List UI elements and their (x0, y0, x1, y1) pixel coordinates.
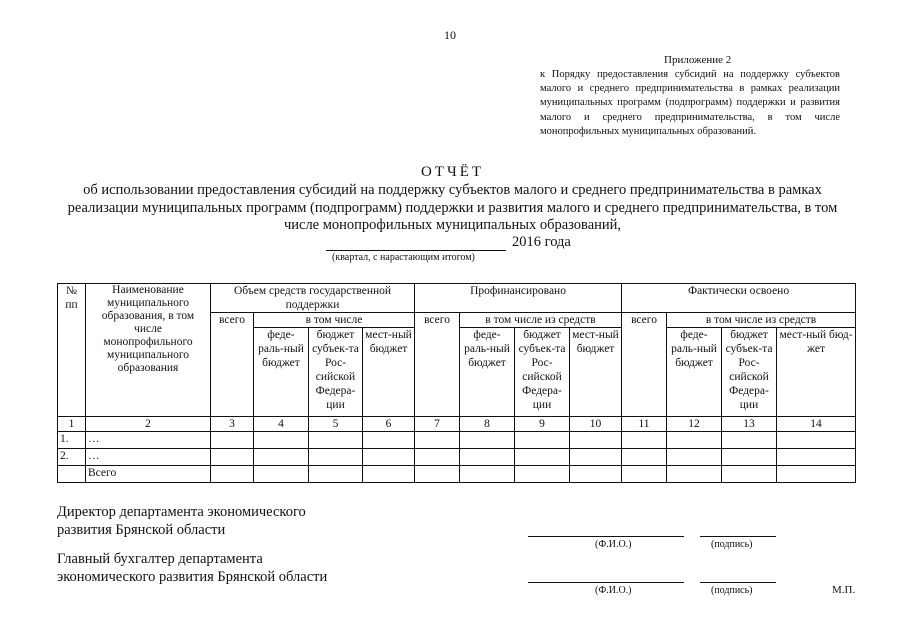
total-row-number (58, 466, 86, 483)
period-note: (квартал, с нарастающим итогом) (332, 252, 475, 263)
column-number: 11 (622, 417, 667, 432)
table-cell[interactable] (460, 449, 515, 466)
table-cell[interactable] (622, 432, 667, 449)
header-mastered: Фактически освоено (622, 284, 856, 313)
table-cell[interactable] (722, 466, 777, 483)
row-number: 1. (58, 432, 86, 449)
table-cell[interactable] (570, 432, 622, 449)
column-number: 12 (667, 417, 722, 432)
table-cell[interactable] (460, 466, 515, 483)
column-number: 7 (415, 417, 460, 432)
column-number: 2 (86, 417, 211, 432)
report-title: ОТЧЁТ (420, 164, 485, 180)
header-local: мест-ный бюд-жет (777, 328, 856, 417)
table-cell[interactable] (309, 449, 363, 466)
column-number: 6 (363, 417, 415, 432)
table-cell[interactable] (363, 449, 415, 466)
table-cell[interactable] (777, 449, 856, 466)
table-cell[interactable] (667, 466, 722, 483)
director-position: Директор департамента экономического развития Брянской области (57, 504, 306, 538)
column-number: 9 (515, 417, 570, 432)
table-cell[interactable] (515, 432, 570, 449)
director-fio-caption: (Ф.И.О.) (595, 539, 632, 550)
table-cell[interactable] (622, 466, 667, 483)
stamp-place: М.П. (832, 584, 856, 596)
table-cell[interactable] (254, 449, 309, 466)
header-regional: бюджет субъек-та Рос-сийской Федера-ции (722, 328, 777, 417)
header-local: мест-ный бюджет (570, 328, 622, 417)
table-cell[interactable] (254, 466, 309, 483)
table-cell[interactable] (309, 432, 363, 449)
column-number: 13 (722, 417, 777, 432)
table-cell[interactable] (254, 432, 309, 449)
period-line (326, 234, 571, 251)
table-cell[interactable] (363, 466, 415, 483)
table-cell[interactable] (777, 466, 856, 483)
table-cell[interactable] (515, 449, 570, 466)
header-name: Наименование муниципального образования, в том числе монопрофильного муниципального образования (86, 284, 211, 417)
table-cell[interactable] (622, 449, 667, 466)
appendix-title: Приложение 2 (664, 54, 732, 66)
column-number: 14 (777, 417, 856, 432)
column-number: 10 (570, 417, 622, 432)
column-number: 1 (58, 417, 86, 432)
table-cell[interactable] (777, 432, 856, 449)
table-cell[interactable] (211, 449, 254, 466)
table-cell[interactable] (309, 466, 363, 483)
header-total: всего (415, 313, 460, 417)
header-financed: Профинансировано (415, 284, 622, 313)
table-cell[interactable] (667, 449, 722, 466)
accountant-signature-line[interactable] (700, 582, 776, 583)
director-fio-line[interactable] (528, 536, 684, 537)
accountant-fio-line[interactable] (528, 582, 684, 583)
table-cell[interactable] (722, 432, 777, 449)
table-cell[interactable] (415, 432, 460, 449)
column-number: 3 (211, 417, 254, 432)
accountant-fio-caption: (Ф.И.О.) (595, 585, 632, 596)
table-cell[interactable] (415, 449, 460, 466)
director-signature-line[interactable] (700, 536, 776, 537)
total-row (58, 466, 856, 483)
header-regional: бюджет субъек-та Рос-сийской Федера-ции (515, 328, 570, 417)
appendix-text: к Порядку предоставления субсидий на поддержку субъектов малого и среднего предпринимательства в рамках реализации муниципальных программ (подпрограмм) поддержки и развития малого и среднего предпринимательства, в том числе монопрофильных муниципальных образований. (540, 69, 840, 137)
header-no: № пп (58, 284, 86, 417)
header-regional: бюджет субъек-та Рос-сийской Федера-ции (309, 328, 363, 417)
header-total: всего (211, 313, 254, 417)
accountant-position: Главный бухгалтер департамента экономического развития Брянской области (57, 551, 328, 585)
period-blank (326, 235, 506, 251)
page-number: 10 (444, 28, 456, 42)
table-cell[interactable] (515, 466, 570, 483)
header-federal: феде-раль-ный бюджет (667, 328, 722, 417)
header-total: всего (622, 313, 667, 417)
header-federal: феде-раль-ный бюджет (254, 328, 309, 417)
director-sign-caption: (подпись) (711, 539, 753, 550)
row-name: … (86, 432, 211, 449)
report-subtitle: об использовании предоставления субсидий на поддержку субъектов малого и среднего предпринимательства в рамках реализации муниципальных программ (подпрограмм) поддержки и развития малого и среднего предпринимательства, в том числе монопрофильных муниципальных образований, (67, 182, 838, 233)
table-row (58, 432, 856, 449)
column-number: 8 (460, 417, 515, 432)
table-cell[interactable] (363, 432, 415, 449)
table-cell[interactable] (570, 466, 622, 483)
header-incl-from: в том числе из средств (460, 313, 622, 328)
column-number: 4 (254, 417, 309, 432)
header-local: мест-ный бюджет (363, 328, 415, 417)
column-number: 5 (309, 417, 363, 432)
total-row-label: Всего (86, 466, 211, 483)
table-row (58, 449, 856, 466)
period-year: 2016 года (512, 234, 571, 250)
table-cell[interactable] (460, 432, 515, 449)
row-number: 2. (58, 449, 86, 466)
table-cell[interactable] (415, 466, 460, 483)
row-name: … (86, 449, 211, 466)
table-cell[interactable] (570, 449, 622, 466)
table-cell[interactable] (211, 466, 254, 483)
table-cell[interactable] (722, 449, 777, 466)
header-volume: Объем средств государственной поддержки (211, 284, 415, 313)
table-cell[interactable] (667, 432, 722, 449)
report-table (57, 283, 856, 483)
accountant-sign-caption: (подпись) (711, 585, 753, 596)
header-federal: феде-раль-ный бюджет (460, 328, 515, 417)
header-incl-from: в том числе из средств (667, 313, 856, 328)
header-incl: в том числе (254, 313, 415, 328)
table-cell[interactable] (211, 432, 254, 449)
